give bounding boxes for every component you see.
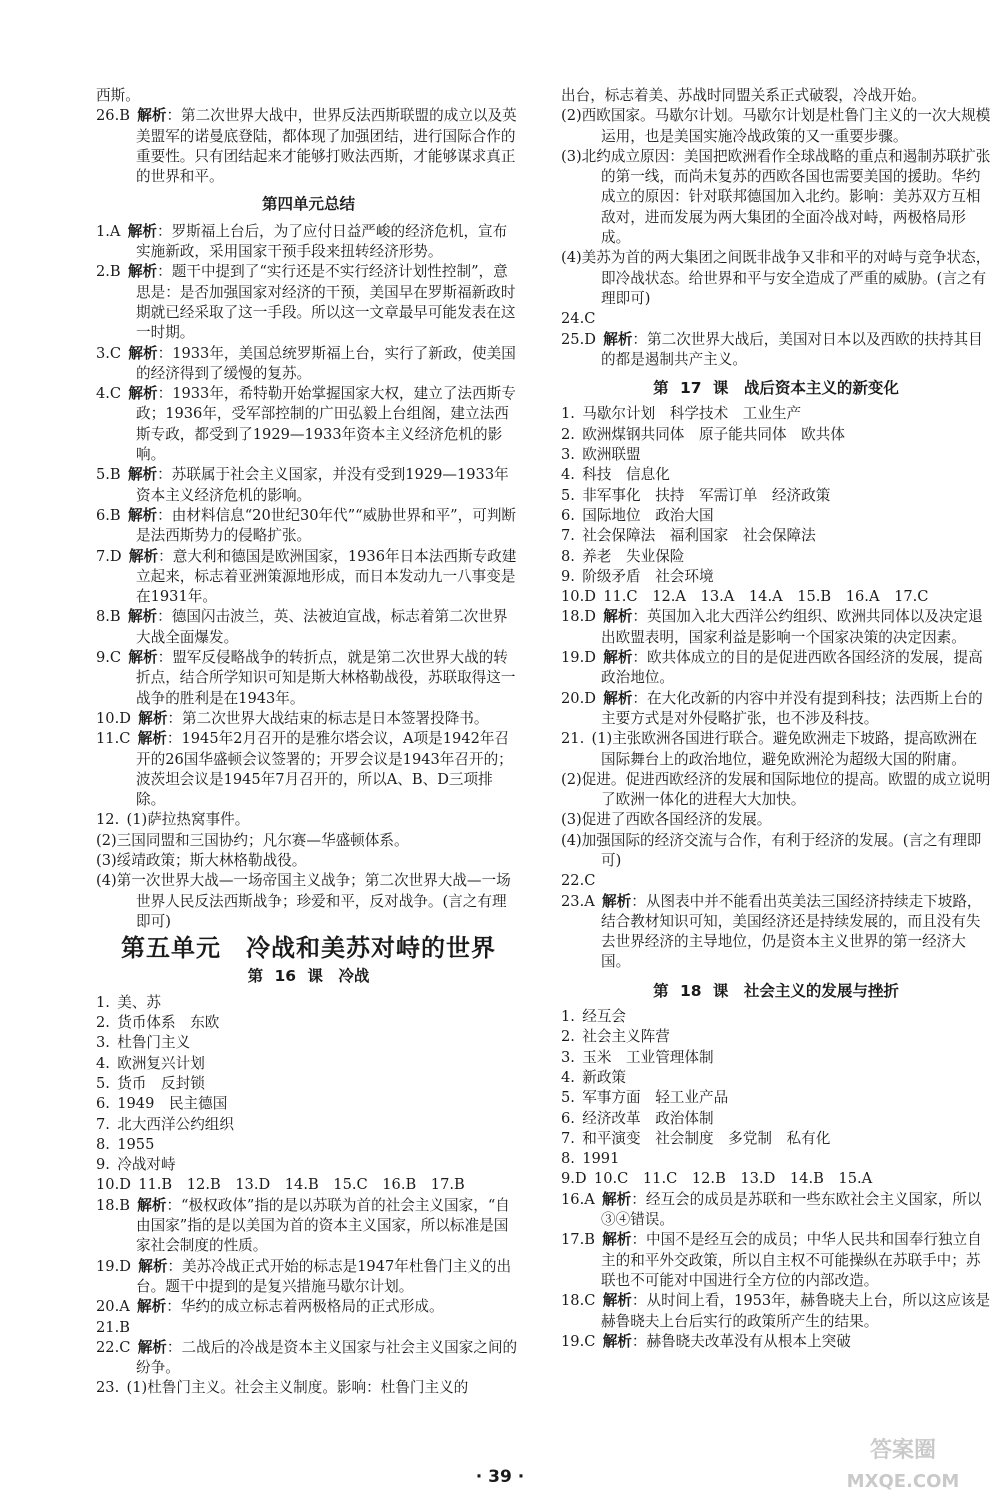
analysis-label: 解析 bbox=[128, 547, 159, 565]
answer-text: ：欧共体成立的目的是促进西欧各国经济的发展，提高政治地位。 bbox=[601, 649, 983, 687]
answer-item bbox=[561, 86, 991, 106]
answer-item bbox=[96, 344, 521, 385]
answer-text: ：1933年，美国总统罗斯福上台，实行了新政，使美国的经济得到了缓慢的复苏。 bbox=[136, 344, 516, 382]
answer-number: 1. bbox=[561, 405, 575, 423]
answer-text: (3)促进了西欧各国经济的发展。 bbox=[561, 811, 772, 829]
answer-text: (4)美苏为首的两大集团之间既非战争又非和平的对峙与竞争状态，即冷战状态。给世界和平与安全造成了严重的威胁。(言之有理即可) bbox=[561, 249, 991, 307]
analysis-label: 解析 bbox=[127, 222, 157, 240]
analysis-label: 解析 bbox=[137, 1298, 167, 1316]
answer-text: 科技 信息化 bbox=[582, 466, 670, 484]
lesson-heading: 第 18 课 社会主义的发展与挫折 bbox=[653, 981, 899, 1000]
answer-number: 2.B bbox=[96, 263, 121, 281]
answer-number: 8. bbox=[561, 1150, 575, 1168]
answer-number: 18.B bbox=[96, 1196, 130, 1214]
answer-text: ：从图表中并不能看出英美法三国经济持续走下坡路，结合教材知识可知，美国经济还是持续发展的，而且没有失去世界经济的主导地位，仍是资本主义世界的第一经济大国。 bbox=[601, 892, 982, 971]
answer-text: ：1933年，希特勒开始掌握国家大权，建立了法西斯专政；1936年，受军部控制的广田弘毅上台组阁，建立法西斯专政，都受到了1929—1933年资本主义经济危机的影响。 bbox=[136, 385, 516, 464]
answer-number: 4. bbox=[561, 466, 575, 484]
answer-item bbox=[96, 547, 521, 608]
answer-item bbox=[96, 1338, 521, 1379]
answer-item bbox=[96, 222, 521, 263]
answer-text: 11.B 12.B 13.D 14.B 15.C 16.B 17.B bbox=[138, 1176, 465, 1194]
watermark-text-1: 答案圈 bbox=[869, 1438, 937, 1463]
answer-number: 5. bbox=[96, 1074, 110, 1092]
answer-item bbox=[96, 607, 521, 648]
analysis-label: 解析 bbox=[602, 1332, 632, 1350]
answer-item bbox=[96, 1175, 521, 1195]
answer-number: 7. bbox=[561, 1129, 575, 1147]
answer-number: 9. bbox=[561, 567, 575, 585]
answer-text: ：第二次世界大战后，美国对日本以及西欧的扶持其目的都是遏制共产主义。 bbox=[601, 330, 983, 368]
answer-number: 23. bbox=[96, 1379, 120, 1397]
answer-text: 西斯。 bbox=[96, 87, 140, 104]
answer-number: 26.B bbox=[96, 107, 130, 125]
answer-item bbox=[96, 506, 521, 547]
answer-number: 23.A bbox=[561, 892, 595, 910]
answer-text: ：二战后的冷战是资本主义国家与社会主义国家之间的纷争。 bbox=[136, 1338, 518, 1377]
answer-item bbox=[561, 1169, 991, 1189]
answer-item bbox=[561, 892, 991, 973]
answer-item bbox=[561, 770, 991, 811]
answer-number: 2. bbox=[561, 1028, 575, 1046]
lesson-heading: 第 17 课 战后资本主义的新变化 bbox=[653, 379, 899, 398]
answer-text: ：盟军反侵略战争的转折点，就是第二次世界大战的转折点，结合所学知识可知是斯大林格勒战役，苏联取得这一战争的胜利是在1943年。 bbox=[136, 649, 516, 707]
answer-number: 8. bbox=[96, 1135, 110, 1153]
answer-text: 1991 bbox=[582, 1150, 620, 1168]
analysis-label: 解析 bbox=[602, 1190, 632, 1208]
answer-item bbox=[96, 648, 521, 709]
answer-number: 7.D bbox=[96, 547, 122, 565]
answer-item bbox=[561, 648, 991, 689]
analysis-label: 解析 bbox=[602, 1292, 632, 1310]
answer-item bbox=[96, 1033, 521, 1053]
unit-title: 第五单元 冷战和美苏对峙的世界 bbox=[121, 934, 496, 963]
answer-item bbox=[96, 1297, 521, 1317]
answer-item bbox=[96, 106, 521, 187]
answer-item bbox=[561, 607, 991, 648]
answer-item bbox=[96, 1115, 521, 1135]
answer-text: ：赫鲁晓夫改革没有从根本上突破 bbox=[631, 1332, 851, 1350]
answer-number: 6. bbox=[561, 1109, 575, 1127]
answer-text: 1955 bbox=[117, 1135, 155, 1153]
watermark-text-2: MXQE.COM bbox=[846, 1471, 960, 1492]
answer-item bbox=[96, 465, 521, 506]
analysis-label: 解析 bbox=[138, 709, 168, 727]
answer-number: 9.D bbox=[561, 1170, 587, 1188]
answer-number: 8. bbox=[561, 547, 575, 565]
answer-text: ：题干中提到了“实行还是不实行经济计划性控制”，意思是：是否加强国家对经济的干预，美国早在罗斯福新政时期就已经采取了这一手段。所以这一文章最早可能发表在这一时期。 bbox=[136, 263, 516, 342]
answer-item bbox=[561, 1088, 991, 1108]
right-column bbox=[561, 86, 991, 1352]
answer-item bbox=[96, 1013, 521, 1033]
answer-number: 3. bbox=[561, 446, 575, 464]
answer-text: 11.C 12.A 13.A 14.A 15.B 16.A 17.C bbox=[603, 588, 929, 606]
answer-number: 7. bbox=[96, 1115, 110, 1133]
answer-item bbox=[561, 465, 991, 485]
answer-number: 10.D bbox=[561, 588, 596, 606]
answer-text: 货币体系 东欧 bbox=[117, 1014, 220, 1032]
answer-number: 18.C bbox=[561, 1292, 596, 1310]
watermark-logo bbox=[818, 1425, 988, 1497]
answer-item bbox=[561, 1109, 991, 1129]
answer-item bbox=[561, 871, 991, 891]
answer-text: 非军事化 扶持 军需订单 经济政策 bbox=[582, 486, 831, 504]
answer-item bbox=[561, 1027, 991, 1047]
answer-item bbox=[96, 384, 521, 465]
answer-text: 货币 反封锁 bbox=[117, 1074, 205, 1092]
answer-item bbox=[561, 810, 991, 830]
answer-text: 军事方面 轻工业产品 bbox=[582, 1089, 729, 1107]
answer-item bbox=[96, 810, 521, 830]
answer-text: ：华约的成立标志着两极格局的正式形成。 bbox=[166, 1298, 444, 1316]
answer-text: 欧洲联盟 bbox=[582, 446, 641, 464]
answer-text: (2)西欧国家。马歇尔计划。马歇尔计划是杜鲁门主义的一次大规模运用，也是美国实施冷战政策的又一重要步骤。 bbox=[561, 107, 991, 145]
answer-number: 18.D bbox=[561, 608, 596, 626]
answer-text: ：苏联属于社会主义国家，并没有受到1929—1933年资本主义经济危机的影响。 bbox=[136, 466, 509, 504]
answer-text: ：第二次世界大战中，世界反法西斯联盟的成立以及英美盟军的诺曼底登陆，都体现了加强团结，进行国际合作的重要性。只有团结起来才能够打败法西斯，才能够谋求真正的世界和平。 bbox=[136, 107, 517, 186]
answer-item bbox=[96, 1155, 521, 1175]
answer-number: 2. bbox=[561, 425, 575, 443]
answer-number: 8.B bbox=[96, 608, 121, 626]
answer-number: 19.D bbox=[96, 1257, 131, 1275]
answer-item bbox=[561, 831, 991, 872]
answer-text: ：英国加入北大西洋公约组织、欧洲共同体以及决定退出欧盟表明，国家利益是影响一个国家决策的决定因素。 bbox=[601, 608, 983, 646]
answer-item bbox=[561, 1332, 991, 1352]
answer-item bbox=[561, 1048, 991, 1068]
answer-item bbox=[561, 547, 991, 567]
answer-item bbox=[96, 262, 521, 343]
answer-text: (3)北约成立原因：美国把欧洲看作全球战略的重点和遏制苏联扩张的第一线，而尚未复苏的西欧各国也需要美国的援助。华约成立的原因：针对联邦德国加入北约。影响：美苏双方互相敌对，进而发展为两大集团的全面冷战对峙，两极格局形成。 bbox=[561, 147, 991, 247]
answer-text: (4)第一次世界大战—一场帝国主义战争；第二次世界大战—一场世界人民反法西斯战争；珍爱和平，反对战争。(言之有理即可) bbox=[96, 872, 511, 930]
answer-number: 19.C bbox=[561, 1332, 596, 1350]
answer-text: 经互会 bbox=[582, 1008, 627, 1026]
answer-text: ：罗斯福上台后，为了应付日益严峻的经济危机，宣布实施新政，采用国家干预手段来扭转经济形势。 bbox=[136, 222, 508, 261]
answer-text: 经济改革 政治体制 bbox=[582, 1109, 714, 1127]
answer-number: 20.D bbox=[561, 689, 596, 707]
lesson-heading: 第 16 课 冷战 bbox=[247, 967, 370, 986]
answer-number: 10.D bbox=[96, 1176, 131, 1194]
answer-number: 2. bbox=[96, 1014, 110, 1032]
answer-item bbox=[561, 587, 991, 607]
answer-number: 6. bbox=[96, 1095, 110, 1113]
answer-item bbox=[561, 330, 991, 371]
answer-number: 4. bbox=[561, 1068, 575, 1086]
answer-item bbox=[96, 851, 521, 871]
answer-item bbox=[561, 445, 991, 465]
answer-number: 21. bbox=[561, 730, 585, 748]
answer-text: 美、苏 bbox=[117, 993, 162, 1011]
answer-item bbox=[561, 1129, 991, 1149]
answer-text: (2)三国同盟和三国协约；凡尔赛—华盛顿体系。 bbox=[96, 831, 409, 849]
answer-text: 冷战对峙 bbox=[117, 1156, 176, 1174]
answer-text: 养老 失业保险 bbox=[582, 547, 685, 565]
answer-number: 11.C bbox=[96, 730, 131, 748]
answer-number: 10.D bbox=[96, 709, 131, 727]
analysis-label: 解析 bbox=[603, 330, 633, 348]
answer-number: 6.B bbox=[96, 506, 121, 524]
analysis-label: 解析 bbox=[128, 649, 158, 667]
answer-item bbox=[96, 729, 521, 810]
answer-item bbox=[96, 86, 521, 106]
answer-item bbox=[96, 1094, 521, 1114]
answer-number: 16.A bbox=[561, 1190, 595, 1208]
answer-number: 5. bbox=[561, 486, 575, 504]
answer-text: 社会保障法 福利国家 社会保障法 bbox=[582, 527, 816, 545]
answer-number: 9. bbox=[96, 1156, 110, 1174]
answer-number: 17.B bbox=[561, 1231, 595, 1249]
answer-item bbox=[96, 1054, 521, 1074]
answer-item bbox=[96, 871, 521, 932]
answer-text: 国际地位 政治大国 bbox=[582, 506, 714, 524]
answer-text: ：德国闪击波兰，英、法被迫宣战，标志着第二次世界大战全面爆发。 bbox=[136, 608, 508, 646]
answer-text: 阶级矛盾 社会环境 bbox=[582, 567, 714, 585]
analysis-label: 解析 bbox=[127, 608, 158, 626]
answer-number: 22.C bbox=[561, 872, 596, 890]
analysis-label: 解析 bbox=[602, 1231, 632, 1249]
answer-number: 21.B bbox=[96, 1318, 130, 1336]
analysis-label: 解析 bbox=[603, 689, 633, 707]
analysis-label: 解析 bbox=[127, 466, 158, 484]
answer-number: 4.C bbox=[96, 385, 122, 403]
answer-text: (1)萨拉热窝事件。 bbox=[126, 811, 250, 829]
analysis-label: 解析 bbox=[137, 1338, 167, 1356]
answer-item bbox=[561, 1068, 991, 1088]
answer-item bbox=[96, 831, 521, 851]
answer-text: (2)促进。促进西欧经济的发展和国际地位的提高。欧盟的成立说明了欧洲一体化的进程大大加快。 bbox=[561, 770, 991, 809]
analysis-label: 解析 bbox=[602, 892, 632, 910]
answer-item bbox=[561, 404, 991, 424]
analysis-label: 解析 bbox=[603, 649, 633, 667]
answer-text: (1)杜鲁门主义。社会主义制度。影响：杜鲁门主义的 bbox=[126, 1379, 469, 1397]
answer-item bbox=[561, 1149, 991, 1169]
answer-text: 和平演变 社会制度 多党制 私有化 bbox=[582, 1129, 831, 1147]
answer-text: ：由材料信息“20世纪30年代”“威胁世界和平”，可判断是法西斯势力的侵略扩张。 bbox=[136, 506, 517, 545]
answer-number: 7. bbox=[561, 527, 575, 545]
answer-text: 北大西洋公约组织 bbox=[117, 1115, 234, 1133]
answer-text: ：美苏冷战正式开始的标志是1947年杜鲁门主义的出台。题干中提到的是复兴措施马歇尔计划。 bbox=[136, 1257, 512, 1295]
analysis-label: 解析 bbox=[128, 344, 158, 362]
answer-number: 4. bbox=[96, 1054, 110, 1072]
answer-item bbox=[561, 309, 991, 329]
analysis-label: 解析 bbox=[137, 1196, 167, 1214]
answer-item bbox=[561, 526, 991, 546]
analysis-label: 解析 bbox=[128, 385, 158, 403]
answer-text: ：第二次世界大战结束的标志是日本签署投降书。 bbox=[167, 709, 489, 727]
answer-text: 1949 民主德国 bbox=[117, 1095, 228, 1113]
answer-number: 3.C bbox=[96, 344, 122, 362]
answer-number: 3. bbox=[561, 1048, 575, 1066]
answer-text: 出台，标志着美、苏战时同盟关系正式破裂，冷战开始。 bbox=[561, 87, 926, 104]
answer-item bbox=[96, 993, 521, 1013]
analysis-label: 解析 bbox=[138, 1257, 168, 1275]
answer-number: 9.C bbox=[96, 649, 122, 667]
answer-number: 22.C bbox=[96, 1338, 131, 1356]
answer-number: 3. bbox=[96, 1034, 110, 1052]
answer-item bbox=[96, 1257, 521, 1298]
answer-item bbox=[96, 709, 521, 729]
answer-item bbox=[96, 1074, 521, 1094]
analysis-label: 解析 bbox=[137, 107, 167, 125]
analysis-label: 解析 bbox=[137, 730, 167, 748]
answer-text: ：从时间上看，1953年，赫鲁晓夫上台，所以这应该是赫鲁晓夫上台后实行的政策所产生的结果。 bbox=[601, 1292, 991, 1330]
answer-text: 社会主义阵营 bbox=[582, 1028, 670, 1046]
answer-item bbox=[561, 1230, 991, 1291]
answer-text: (4)加强国际的经济交流与合作，有利于经济的发展。(言之有理即可) bbox=[561, 831, 982, 869]
answer-item bbox=[561, 147, 991, 248]
answer-item bbox=[561, 248, 991, 309]
analysis-label: 解析 bbox=[127, 506, 158, 524]
answer-text: 马歇尔计划 科学技术 工业生产 bbox=[582, 405, 802, 423]
answer-item bbox=[96, 1196, 521, 1257]
answer-text: 欧洲煤钢共同体 原子能共同体 欧共体 bbox=[582, 425, 845, 443]
answer-item bbox=[561, 1291, 991, 1332]
answer-item bbox=[561, 106, 991, 147]
answer-text: 欧洲复兴计划 bbox=[117, 1054, 205, 1072]
analysis-label: 解析 bbox=[127, 263, 158, 281]
answer-text: ：“极权政体”指的是以苏联为首的社会主义国家，“自由国家”指的是以美国为首的资本主义国家，所以标准是国家社会制度的性质。 bbox=[136, 1196, 510, 1255]
answer-number: 12. bbox=[96, 811, 120, 829]
answer-item bbox=[561, 425, 991, 445]
answer-item bbox=[561, 506, 991, 526]
answer-text: 玉米 工业管理体制 bbox=[582, 1048, 714, 1066]
page-number: · 39 · bbox=[475, 1467, 525, 1487]
answer-item bbox=[561, 567, 991, 587]
answer-text: 10.C 11.C 12.B 13.D 14.B 15.A bbox=[593, 1170, 873, 1188]
answer-text: ：中国不是经互会的成员；中华人民共和国奉行独立自主的和平外交政策，所以自主权不可能操纵在苏联手中；苏联也不可能对中国进行全方位的内部改造。 bbox=[601, 1231, 982, 1289]
answer-number: 1.A bbox=[96, 222, 121, 240]
answer-number: 25.D bbox=[561, 330, 596, 348]
answer-number: 5. bbox=[561, 1089, 575, 1107]
answer-number: 19.D bbox=[561, 649, 596, 667]
unit-summary-heading: 第四单元总结 bbox=[261, 195, 355, 214]
answer-text: (1)主张欧洲各国进行联合。避免欧洲走下坡路，提高欧洲在国际舞台上的政治地位，避免欧洲沦为超级大国的附庸。 bbox=[591, 730, 978, 768]
answer-number: 1. bbox=[96, 993, 110, 1011]
answer-item bbox=[561, 689, 991, 730]
answer-item bbox=[96, 1378, 521, 1398]
answer-item bbox=[561, 486, 991, 506]
answer-number: 5.B bbox=[96, 466, 121, 484]
answer-text: 新政策 bbox=[582, 1068, 627, 1086]
analysis-label: 解析 bbox=[603, 608, 633, 626]
answer-item bbox=[96, 1135, 521, 1155]
answer-text: ：经互会的成员是苏联和一些东欧社会主义国家，所以③④错误。 bbox=[601, 1190, 982, 1229]
answer-number: 1. bbox=[561, 1008, 575, 1026]
answer-item bbox=[561, 1007, 991, 1027]
answer-number: 24.C bbox=[561, 310, 596, 328]
left-column bbox=[96, 86, 521, 1399]
answer-text: (3)绥靖政策；斯大林格勒战役。 bbox=[96, 851, 307, 869]
answer-item bbox=[561, 1190, 991, 1231]
answer-number: 20.A bbox=[96, 1298, 130, 1316]
answer-text: 杜鲁门主义 bbox=[117, 1034, 191, 1052]
answer-text: ：1945年2月召开的是雅尔塔会议，A项是1942年召开的26国华盛顿会议签署的；开罗会议是1943年召开的；波茨坦会议是1945年7月召开的，所以A、B、D三项排除。 bbox=[136, 730, 513, 809]
answer-text: ：意大利和德国是欧洲国家，1936年日本法西斯专政建立起来，标志着亚洲策源地形成，而日本发动九一八事变是在1931年。 bbox=[136, 547, 517, 606]
answer-number: 6. bbox=[561, 506, 575, 524]
answer-item bbox=[561, 729, 991, 770]
answer-item bbox=[96, 1318, 521, 1338]
answer-text: ：在大化改新的内容中并没有提到科技；法西斯上台的主要方式是对外侵略扩张，也不涉及科技。 bbox=[601, 689, 983, 727]
